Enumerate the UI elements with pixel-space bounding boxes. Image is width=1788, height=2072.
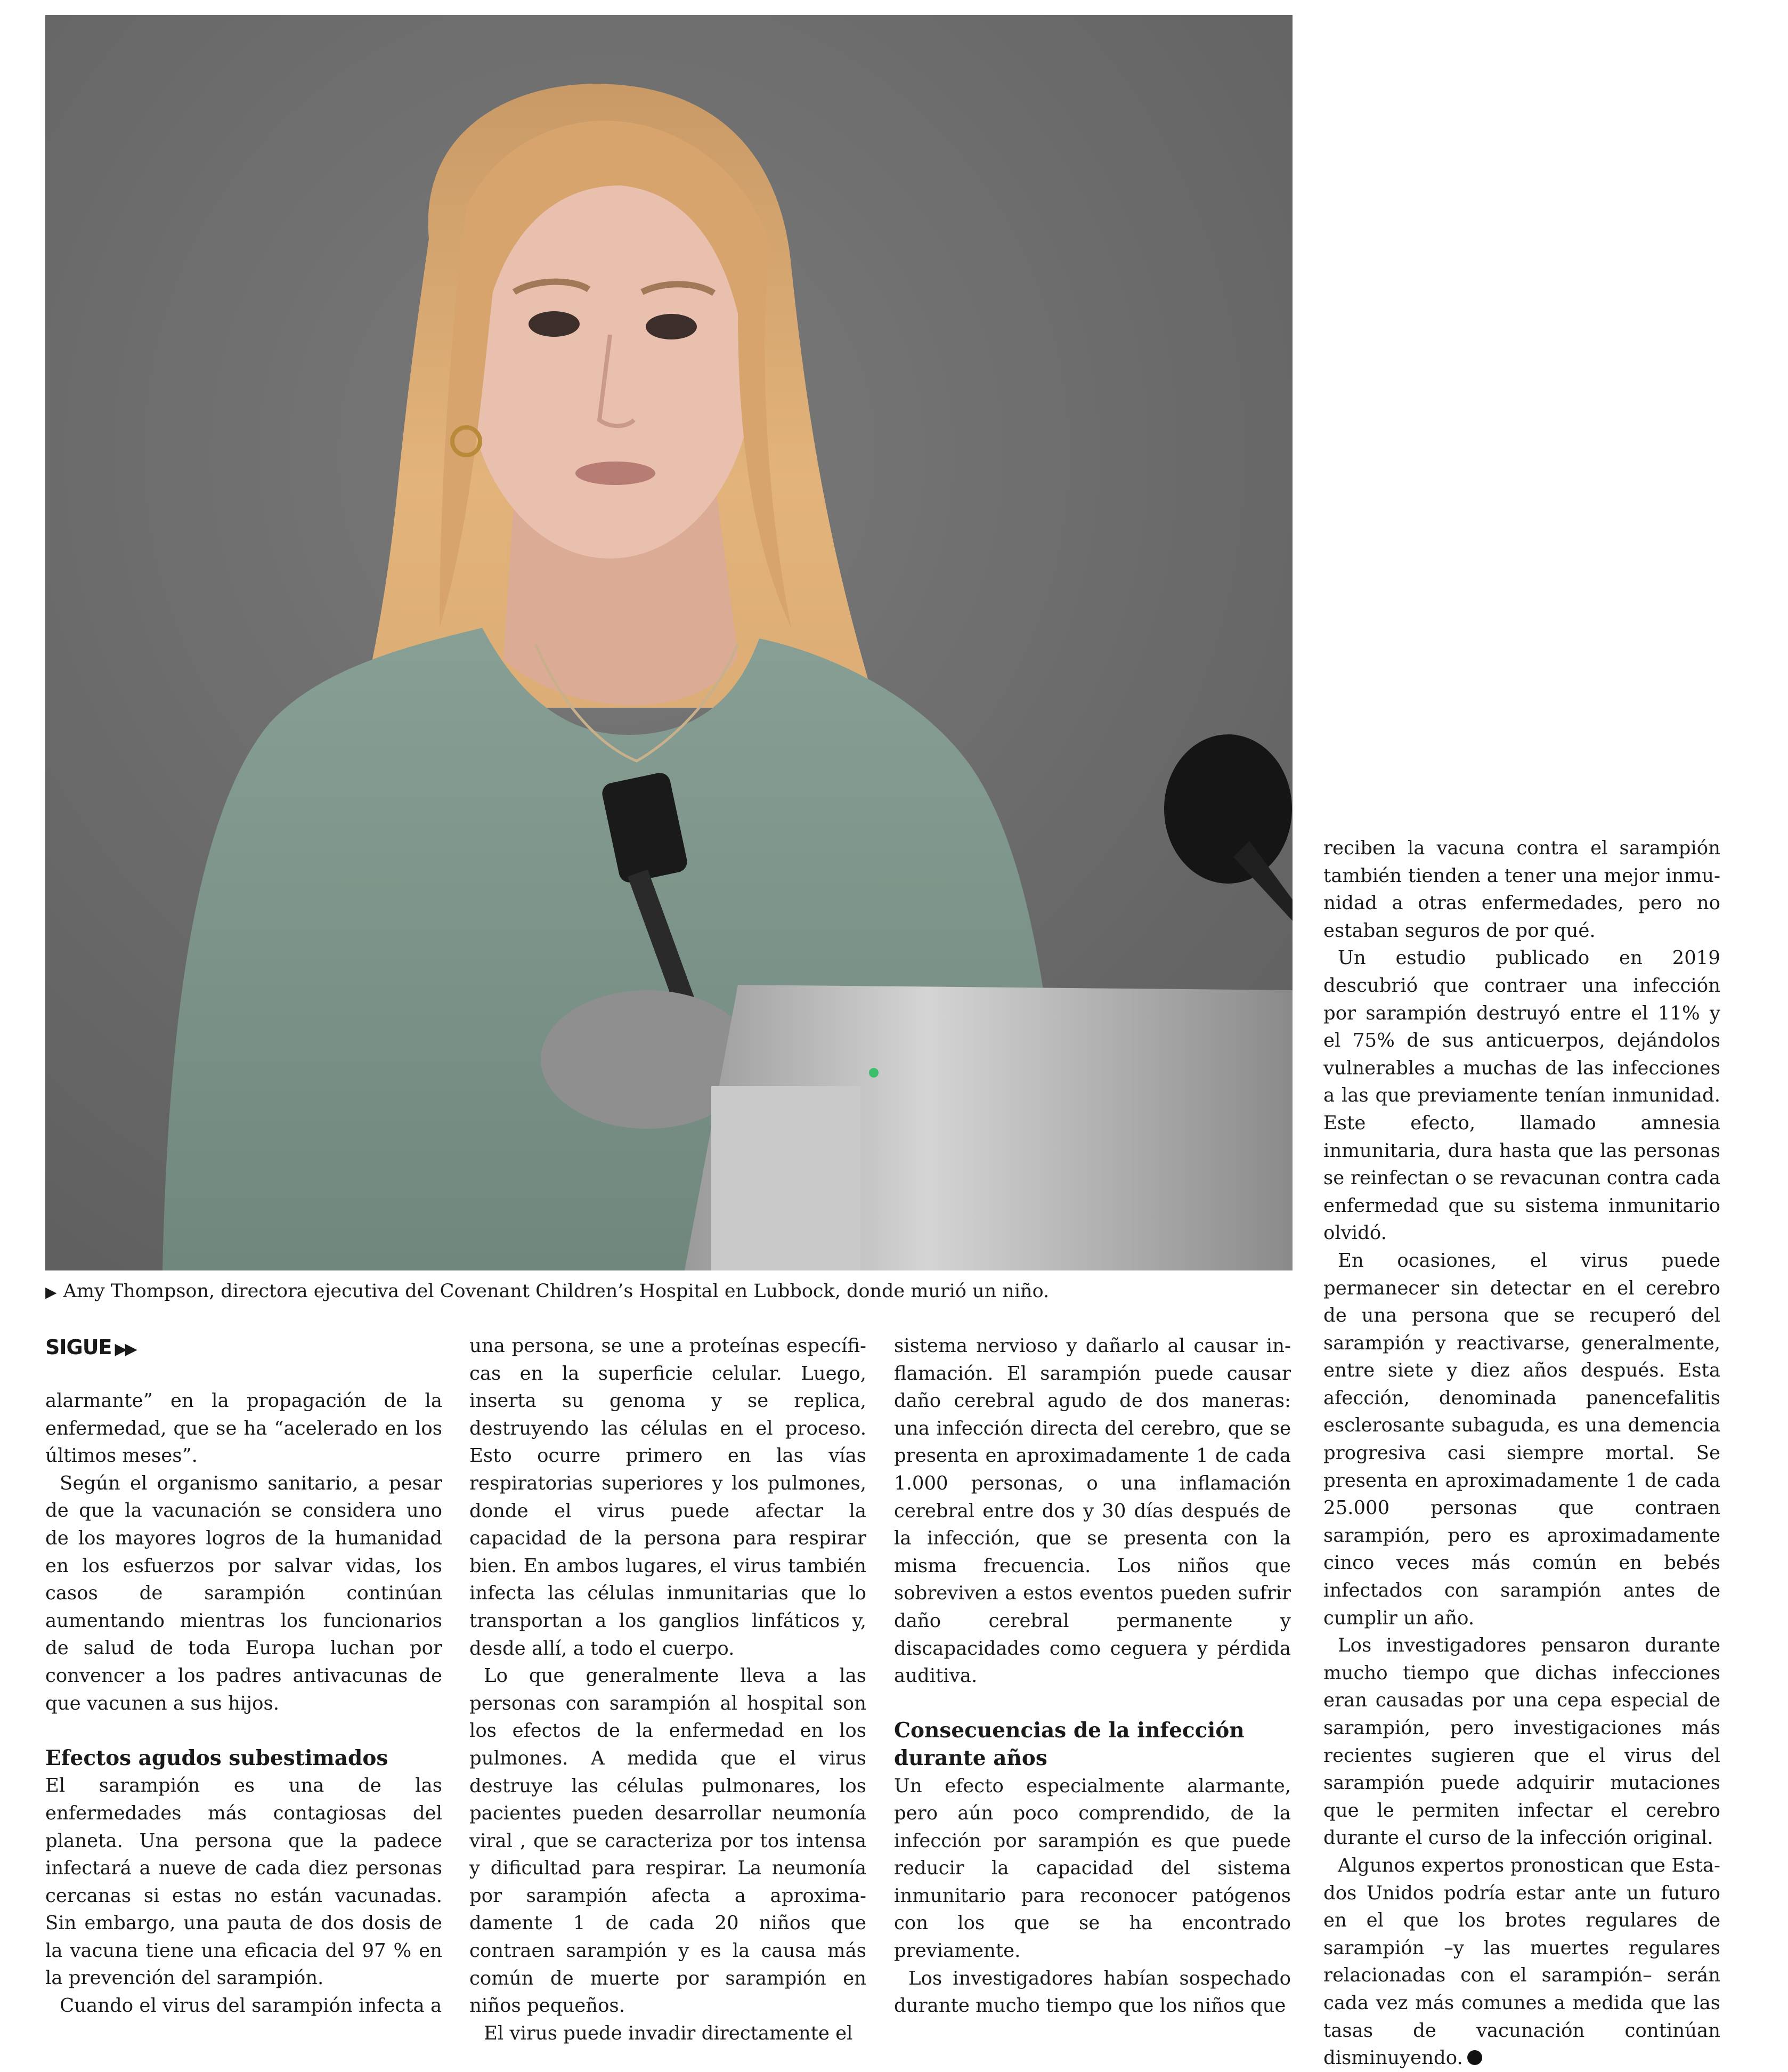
paragraph: El sarampión es una de las enfermedades más contagiosas del planeta. Una persona que la padece infectará a nueve de cada diez personas cercanas si estas no están vacunadas. Sin embargo, una pauta de dos dosis de la vacuna tiene una eficacia del 97 % en la prevención del sarampión. [45,1775,442,1989]
caption-arrow-icon: ▶ [45,1283,57,1301]
paragraph: sistema nervioso y dañarlo al causar inflamación. El sarampión puede causar daño cerebral agudo de dos maneras: una infección directa del cerebro, que se presenta en aproximadamente 1 de cada 1.000 personas, o una inflamación cerebral entre dos y 30 días después de la infección, que se presenta con la misma frecuencia. Los niños que sobreviven a estos eventos pueden sufrir daño cerebral permanente y discapacidades como ceguera y pérdida auditiva. [894,1335,1291,1687]
photo-caption [45,1278,1293,1305]
right-eye [646,314,697,339]
paragraph-text: Algunos expertos pronostican que Estados Unidos podría estar ante un futuro en el que los brotes regulares de sarampión –y las muertes regulares relacionadas con el sarampión– serán cada vez más comunes a medida que las tasas de vacunación continúan disminuyendo. [1323,1854,1720,2069]
paragraph: Según el organismo sanitario, a pesar de que la vacunación se considera uno de los mayores logros de la humanidad en los esfuerzos por salvar vidas, los casos de sarampión continúan aumentando mientras los funcionarios de salud de toda Europa luchan por convencer a los padres antivacunas de que vacunen a sus hijos. [45,1472,442,1714]
paragraph: reciben la vacuna contra el sarampión también tienden a tener una mejor inmunidad a otras enfermedades, pero no estaban seguros de por qué. [1323,837,1720,942]
indicator-light [869,1068,879,1078]
article-photo [45,15,1293,1270]
final-paragraph [1323,1852,1720,2072]
section-heading: Efectos agudos subestimados [45,1745,388,1770]
paragraph: Los investigadores habían sospechado durante mucho tiempo que los niños que [894,1967,1291,2017]
paragraph: Un efecto especialmente alarmante, pero aún poco comprendido, de la infección por sarampión es que puede reducir la capacidad del sistema inmunitario para reconocer patógenos con los que se ha encontrado previamente. [894,1775,1291,1962]
end-mark-icon [1467,2050,1482,2065]
paragraph: En ocasiones, el virus puede permanecer sin detectar en el cerebro de una persona que se recuperó del sarampión y reactivarse, generalmente, entre siete y diez años después. Esta afección, denominada panencefalitis esclerosante subaguda, es una demencia progresiva casi siempre mortal. Se presenta en aproximadamente 1 de cada 25.000 personas que contraen sarampión, pero es aproximadamente cinco veces más común en bebés infectados con sarampión antes de cumplir un año. [1323,1249,1720,1629]
article-column-1 [45,1387,442,2020]
paragraph: Lo que generalmente lleva a las personas con sarampión al hospital son los efectos de la enfermedad en los pulmones. A medida que el virus destruye las células pulmonares, los pacientes pueden desarrollar neumonía viral , que se caracteriza por tos intensa y dificultad para respirar. La neumonía por sarampión afecta a aproximadamente 1 de cada 20 niños que contraen sarampión y es la causa más común de muerte por sarampión en niños pequeños. [469,1665,866,2017]
paragraph: una persona, se une a proteínas específicas en la superficie celular. Luego, inserta su genoma y se replica, destruyendo las células en el proceso. Esto ocurre primero en las vías respiratorias superiores y los pulmones, donde el virus puede afectar la capacidad de la persona para respirar bien. En ambos lugares, el virus también infecta las células inmunitarias que lo transportan a los ganglios linfáticos y, desde allí, a todo el cuerpo. [469,1335,866,1660]
double-arrow-icon: ▶▶ [115,1340,135,1358]
podium-stand [711,1086,860,1270]
paragraph: Un estudio publicado en 2019 descubrió que contraer una infección por sarampión destruyó entre el 11% y el 75% de sus anticuerpos, dejándolos vulnerables a muchas de las infecciones a las que previamente tenían inmunidad. Este efecto, llamado amnesia inmunitaria, dura hasta que las personas se reinfectan o se revacunan contra cada enfermedad que su sistema inmunitario olvidó. [1323,947,1720,1244]
paragraph: Los investigadores pensaron durante mucho tiempo que dichas infecciones eran causadas por una cepa especial de sarampión, pero investigaciones más recientes sugieren que el virus del sarampión puede adquirir mutaciones que le permiten infectar el cerebro durante el curso de la infección original. [1323,1634,1720,1849]
sigue-marker [45,1332,135,1362]
article-column-4 [1323,835,1720,2072]
sigue-label: SIGUE [45,1336,112,1359]
mouth [575,462,655,485]
caption-text: Amy Thompson, directora ejecutiva del Covenant Children’s Hospital en Lubbock, donde murió un niño. [63,1281,1050,1302]
microphone-right [1164,734,1292,884]
section-heading: Consecuencias de la infección durante años [894,1718,1245,1770]
paragraph: Cuando el virus del sarampión infecta a [60,1995,442,2017]
left-eye [529,311,580,337]
article-column-2 [469,1332,866,2047]
paragraph: El virus puede invadir directamente el [484,2022,853,2044]
photo-illustration [45,15,1293,1270]
paragraph: alarmante” en la propagación de la enfermedad, que se ha “acelerado en los últimos meses”. [45,1390,442,1467]
article-column-3 [894,1332,1291,2020]
